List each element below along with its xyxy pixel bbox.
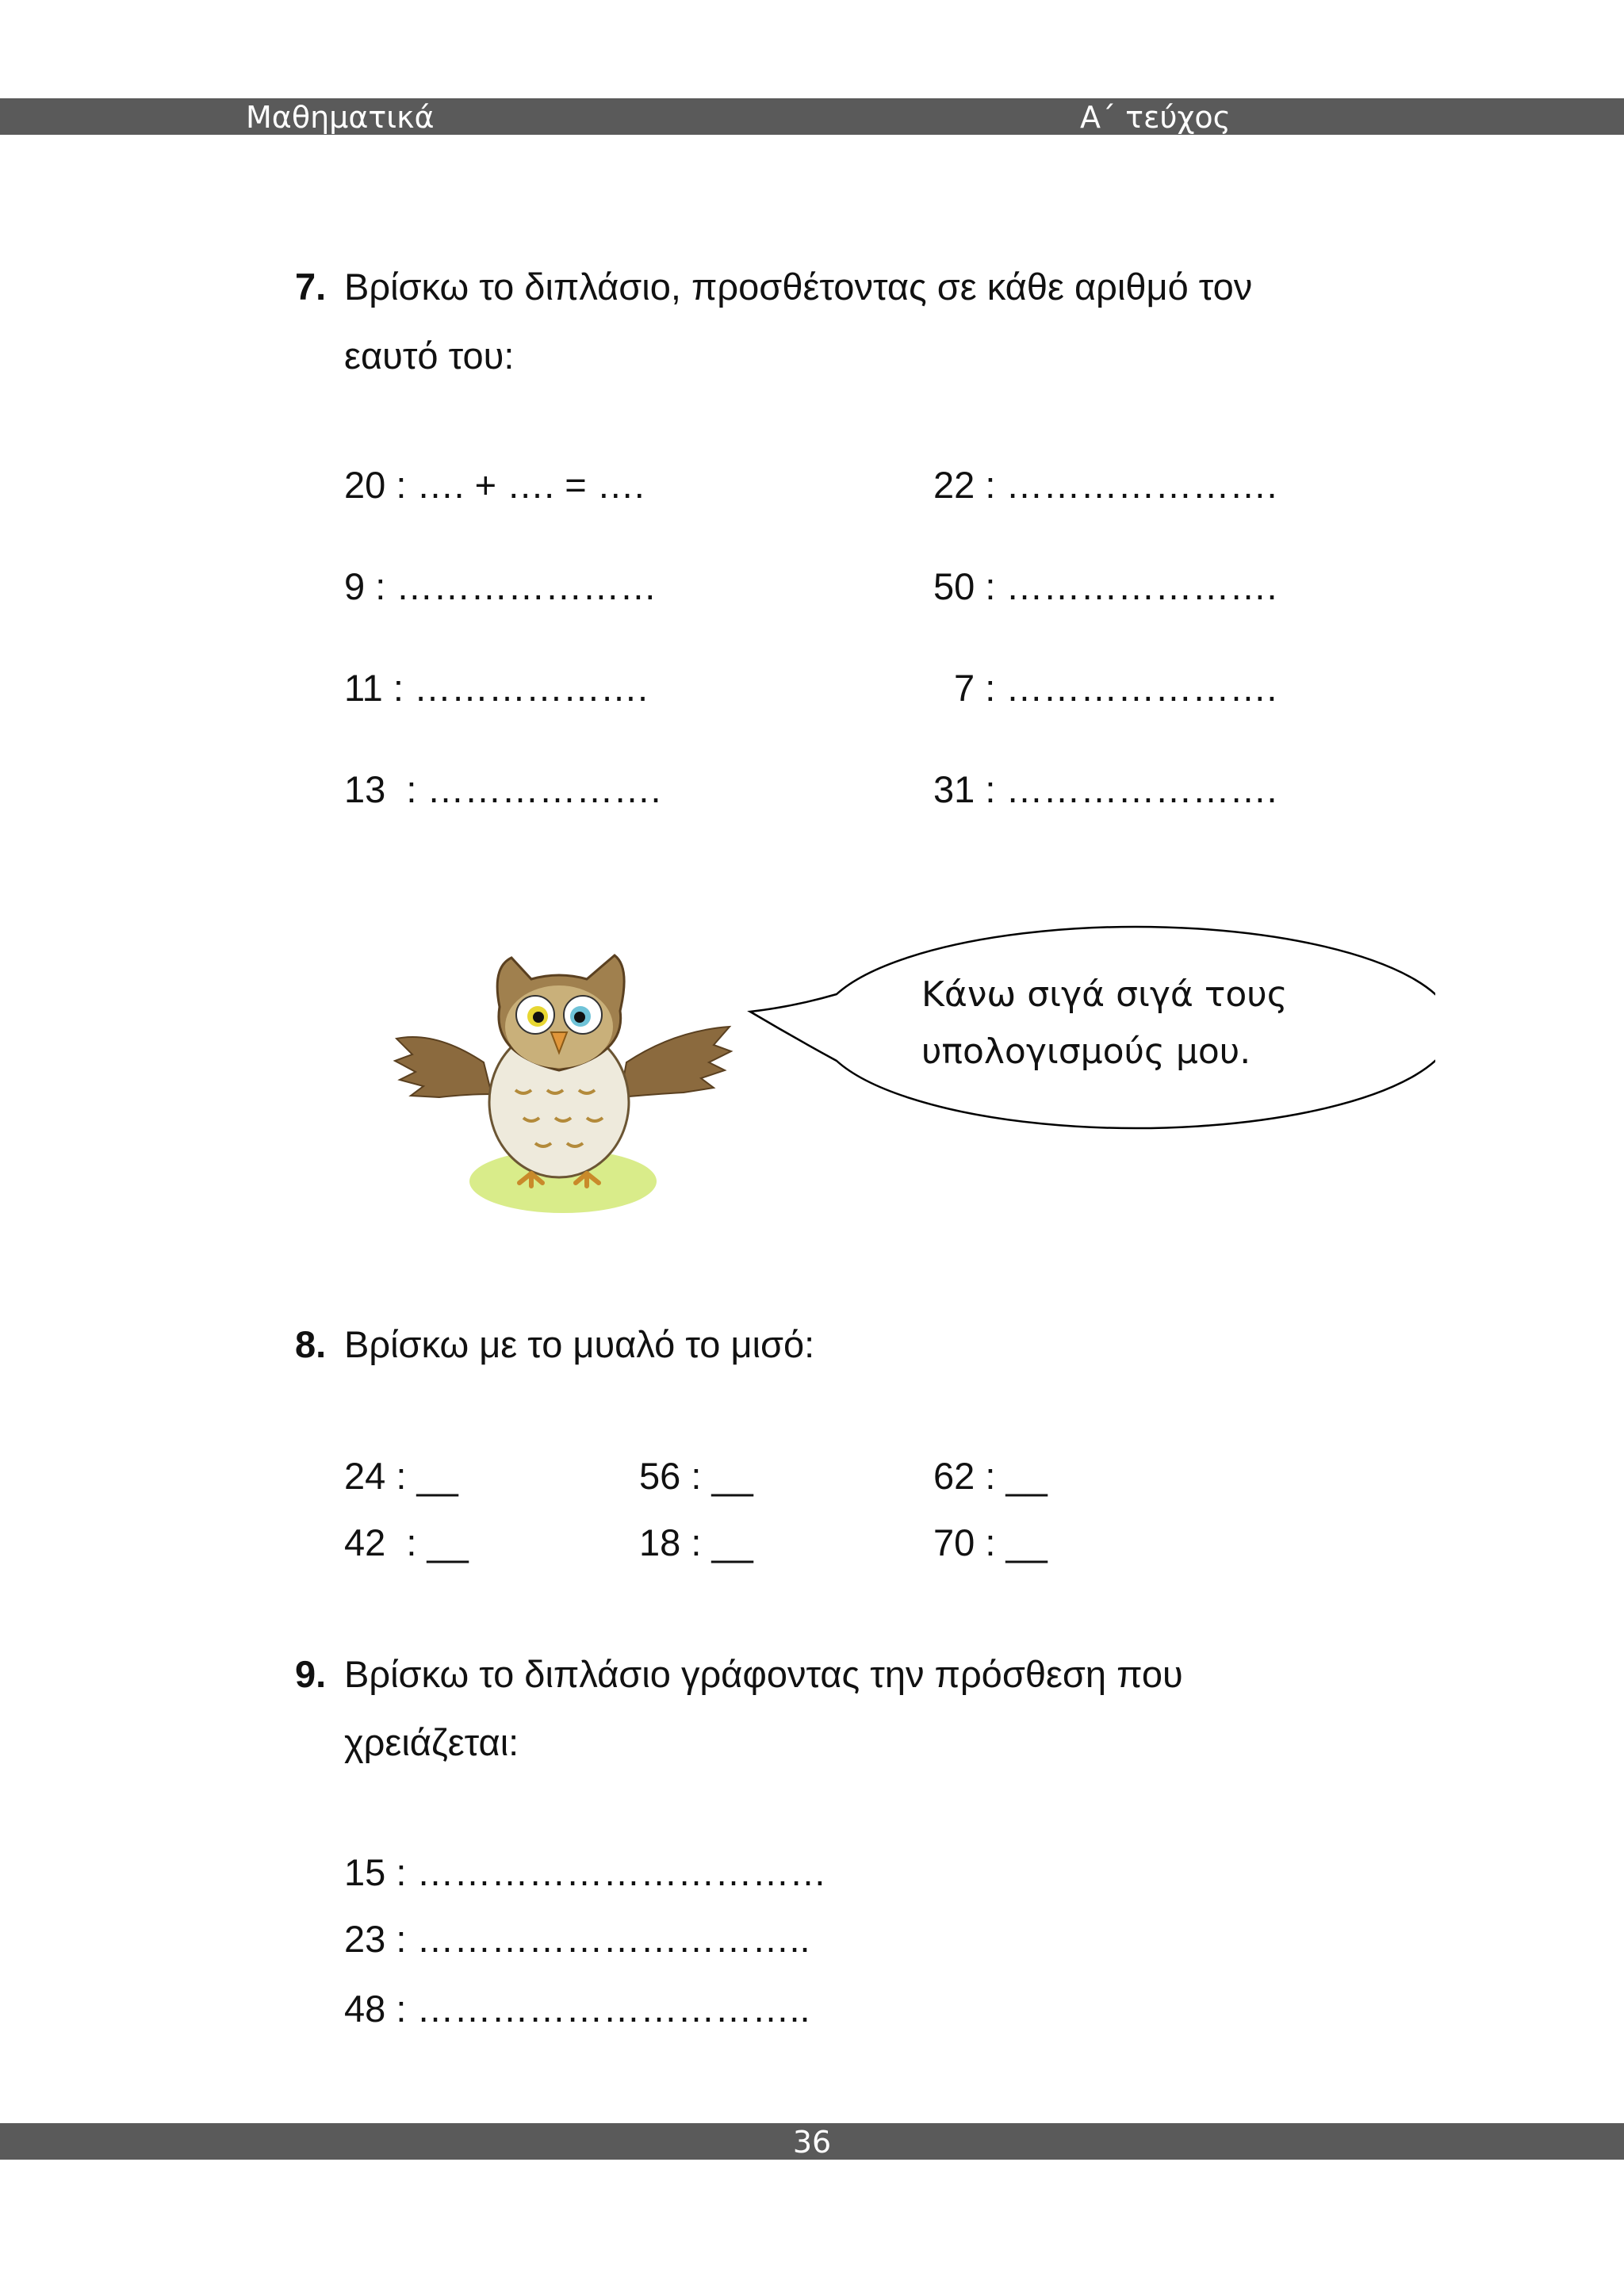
speech-bubble-line2: υπολογισμούς μου. — [921, 1031, 1251, 1072]
header-bar — [0, 98, 1624, 135]
page-number: 36 — [792, 2125, 832, 2160]
exercise-8-item: 18 : __ — [639, 1521, 753, 1563]
exercise-7-instruction-line2: εαυτό του: — [344, 335, 515, 377]
owl-illustration — [389, 936, 745, 1221]
exercise-7-number: 7. — [295, 266, 327, 308]
exercise-9-item: 15 : …………………………… — [344, 1851, 827, 1893]
exercise-7-right-item: 50 : …………………. — [933, 565, 1277, 607]
header-subject: Μαθηματικά — [246, 100, 435, 135]
exercise-9-item: 23 : ………………………….. — [344, 1918, 810, 1960]
exercise-8-item: 42 : __ — [344, 1521, 469, 1563]
exercise-9-item: 48 : ………………………….. — [344, 1988, 810, 2030]
exercise-7-right-item: 22 : …………………. — [933, 464, 1277, 506]
exercise-8-item: 24 : __ — [344, 1455, 458, 1497]
exercise-7-left-item: 9 : ………………… — [344, 565, 657, 607]
speech-bubble-line1: Κάνω σιγά σιγά τους — [921, 974, 1288, 1015]
exercise-7-right-item: 31 : …………………. — [933, 768, 1277, 810]
exercise-9-instruction-line2: χρειάζεται: — [344, 1721, 519, 1763]
exercise-7-right-item: 7 : …………………. — [954, 667, 1277, 709]
exercise-7-left-item: 20 : …. + …. = …. — [344, 464, 645, 506]
exercise-8-number: 8. — [295, 1323, 327, 1365]
speech-bubble — [745, 920, 1435, 1134]
exercise-7-instruction-line1: Βρίσκω το διπλάσιο, προσθέτοντας σε κάθε αριθμό τον — [344, 266, 1253, 308]
footer-bar — [0, 2123, 1624, 2160]
header-volume: Α΄ τεύχος — [1080, 100, 1231, 135]
exercise-9-instruction-line1: Βρίσκω το διπλάσιο γράφοντας την πρόσθεση που — [344, 1653, 1183, 1695]
exercise-8-item: 70 : __ — [933, 1521, 1048, 1563]
exercise-8-instruction: Βρίσκω με το μυαλό το μισό: — [344, 1323, 815, 1365]
exercise-7-left-item: 11 : ………………. — [344, 667, 649, 709]
exercise-7-left-item: 13 : ………………. — [344, 768, 661, 810]
exercise-8-item: 62 : __ — [933, 1455, 1048, 1497]
exercise-8-item: 56 : __ — [639, 1455, 753, 1497]
exercise-9-number: 9. — [295, 1653, 327, 1695]
